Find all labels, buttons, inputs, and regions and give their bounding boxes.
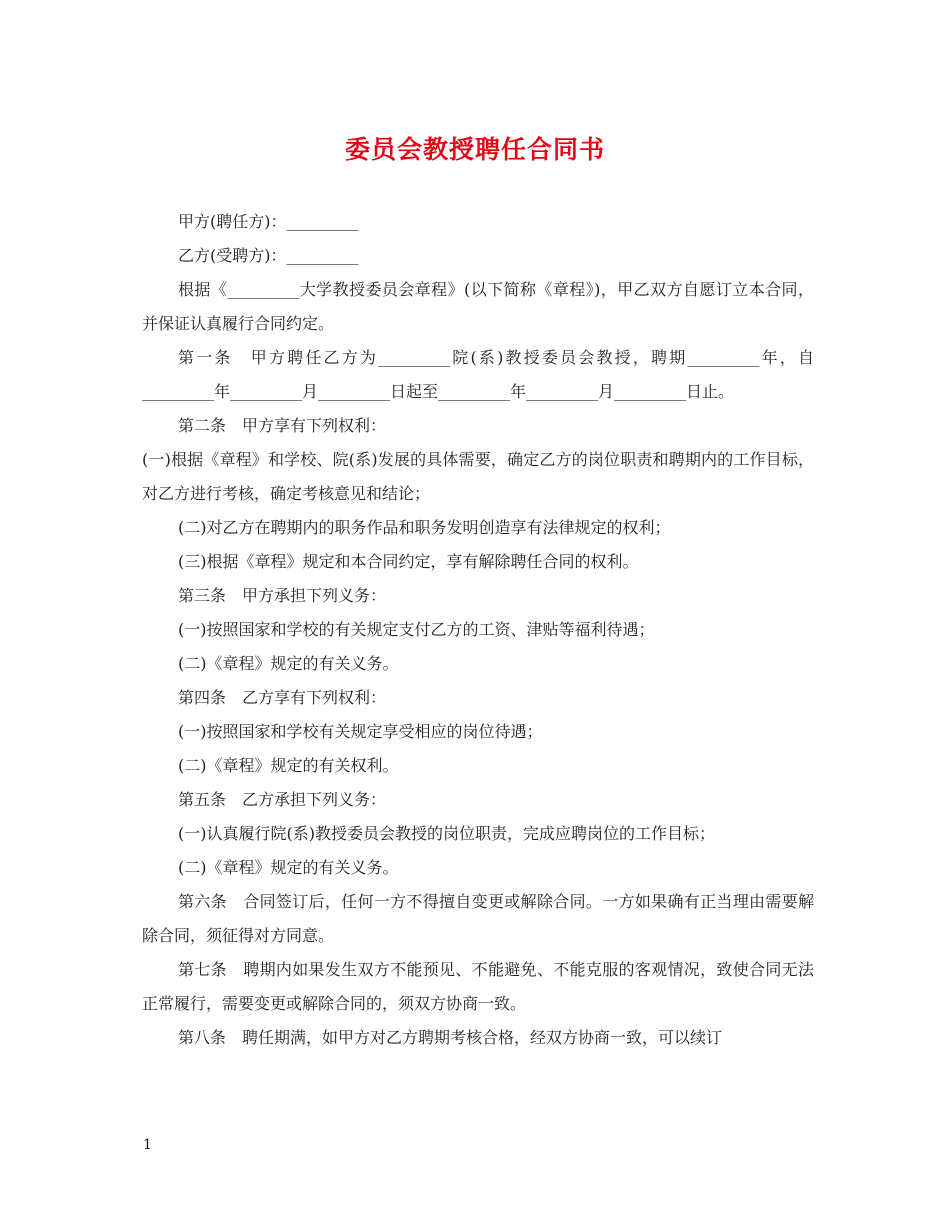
article-2-item-2: (二)对乙方在聘期内的职务作品和职务发明创造享有法律规定的权利；: [178, 518, 671, 537]
document-title: 委员会教授聘任合同书: [344, 135, 605, 164]
document-body: [142, 205, 814, 1055]
article-5-item-2: (二)《章程》规定的有关义务。: [178, 858, 399, 877]
page-number: 1: [143, 1137, 152, 1153]
preamble-paragraph: 根据《_________大学教授委员会章程》(以下简称《章程》)，甲乙双方自愿订立本合同，并保证认真履行合同约定。: [142, 280, 814, 333]
article-2-item-1: (一)根据《章程》和学校、院(系)发展的具体需要，确定乙方的岗位职责和聘期内的工作目标，对乙方进行考核，确定考核意见和结论；: [142, 450, 814, 503]
article-4-item-1: (一)按照国家和学校有关规定享受相应的岗位待遇；: [178, 722, 543, 741]
article-5-item-1: (一)认真履行院(系)教授委员会教授的岗位职责，完成应聘岗位的工作目标；: [178, 824, 715, 843]
article-4-heading: 第四条 乙方享有下列权利：: [178, 688, 387, 707]
article-7: 第七条 聘期内如果发生双方不能预见、不能避免、不能克服的客观情况，致使合同无法正常履行，需要变更或解除合同的，须双方协商一致。: [142, 960, 814, 1013]
article-3-item-2: (二)《章程》规定的有关义务。: [178, 654, 399, 673]
article-1: 第一条 甲方聘任乙方为_________院(系)教授委员会教授，聘期_________年，自_________年_________月_________日起至_________年_________月_________日止。: [142, 348, 814, 401]
article-3-item-1: (一)按照国家和学校的有关规定支付乙方的工资、津贴等福利待遇；: [178, 620, 655, 639]
party-b-line: 乙方(受聘方)：_________: [178, 246, 359, 265]
article-8: 第八条 聘任期满，如甲方对乙方聘期考核合格，经双方协商一致，可以续订: [178, 1028, 723, 1047]
article-2-item-3: (三)根据《章程》规定和本合同约定，享有解除聘任合同的权利。: [178, 552, 639, 571]
article-3-heading: 第三条 甲方承担下列义务：: [178, 586, 387, 605]
party-a-line: 甲方(聘任方)：_________: [178, 212, 359, 231]
article-2-heading: 第二条 甲方享有下列权利：: [178, 416, 387, 435]
article-6: 第六条 合同签订后，任何一方不得擅自变更或解除合同。一方如果确有正当理由需要解除合同，须征得对方同意。: [142, 892, 814, 945]
article-4-item-2: (二)《章程》规定的有关权利。: [178, 756, 399, 775]
article-5-heading: 第五条 乙方承担下列义务：: [178, 790, 387, 809]
